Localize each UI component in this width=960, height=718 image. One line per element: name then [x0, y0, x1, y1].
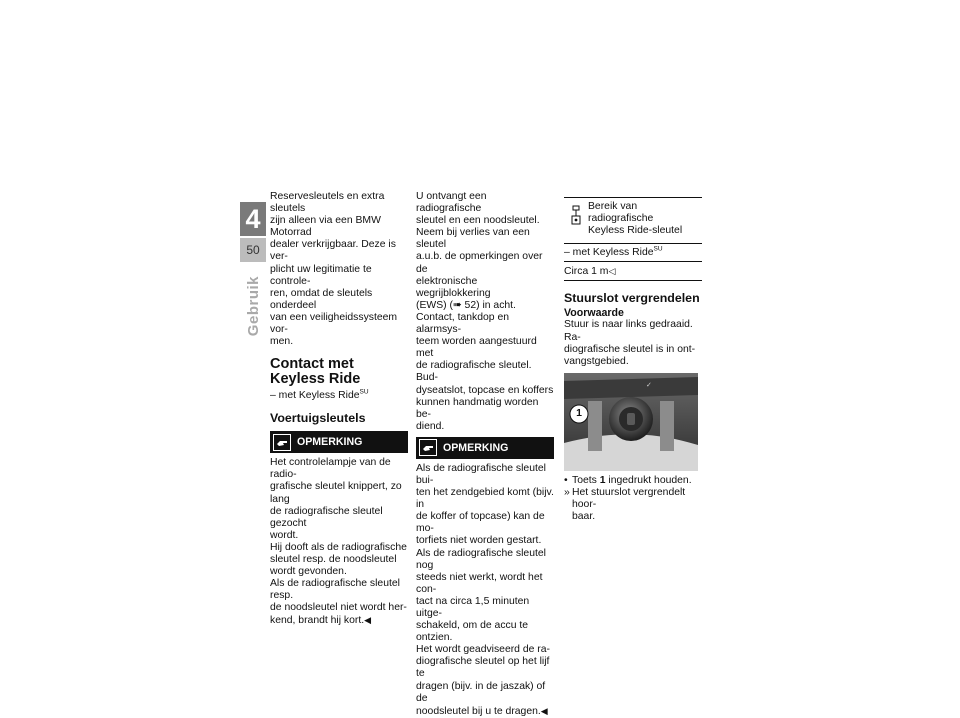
- note-hand-icon: [273, 434, 291, 451]
- text-line: Reservesleutels en extra sleutels: [270, 191, 385, 215]
- text-line: Als de radiografische sleutel resp.: [270, 578, 400, 602]
- text-line: teem worden aangestuurd met: [416, 336, 537, 360]
- text-line: Als de radiografische sleutel nog: [416, 547, 546, 571]
- end-marker: ◀: [540, 705, 548, 716]
- condition-text: – met Keyless Ride: [270, 390, 360, 402]
- text-span: Toets: [572, 474, 600, 486]
- callout-number: 1: [576, 406, 582, 419]
- text-line: torfiets niet worden gestart.: [416, 535, 542, 547]
- text-line: zijn alleen via een BMW Motorrad: [270, 215, 381, 239]
- notice-banner: [416, 437, 554, 459]
- chapter-title-vertical: [240, 266, 266, 346]
- text-line: kunnen handmatig worden be-: [416, 396, 539, 420]
- end-marker: ◀: [364, 615, 372, 626]
- text-line: [416, 300, 554, 312]
- text-span: (EWS) (: [416, 299, 453, 311]
- column-3: [564, 191, 702, 523]
- notice-banner: [270, 431, 408, 453]
- text-span: kend, brandt hij kort.: [270, 615, 365, 627]
- text-line: Stuur is naar links gedraaid. Ra-: [564, 319, 693, 343]
- text-line: diografische sleutel op het lijf te: [416, 656, 550, 680]
- range-table-condition: [564, 244, 702, 262]
- text-line: sleutel en een noodsleutel.: [416, 215, 540, 227]
- range-table-header: [564, 198, 702, 244]
- text-line: a.u.b. de opmerkingen over de: [416, 251, 543, 275]
- text-line: wordt gevonden.: [270, 566, 347, 578]
- text-line: schakeld, om de accu te ontzien.: [416, 620, 529, 644]
- result-marker: »: [564, 486, 570, 498]
- section-heading: [270, 357, 408, 387]
- intro-paragraph: [270, 191, 408, 348]
- text-line: baar.: [572, 511, 596, 523]
- step-text: [572, 475, 692, 487]
- condition-superscript: SU: [359, 388, 369, 396]
- text-line: plicht uw legitimatie te controle-: [270, 263, 372, 287]
- result-item: [564, 487, 702, 523]
- text-line: de noodsleutel niet wordt her-: [270, 602, 407, 614]
- precondition-text: [564, 319, 702, 367]
- text-line: Keyless Ride-sleutel: [588, 225, 683, 237]
- notice-text: [270, 457, 408, 627]
- range-table-title: [588, 201, 702, 237]
- text-line: U ontvangt een radiografische: [416, 191, 487, 215]
- key-fob-icon: [564, 201, 588, 237]
- range-spec-table: [564, 197, 702, 281]
- heading-line: Contact met: [270, 356, 354, 373]
- text-line: ren, omdat de sleutels onderdeel: [270, 287, 373, 311]
- condition-text: – met Keyless Ride: [564, 247, 654, 259]
- range-value: Circa 1 m: [564, 266, 609, 278]
- text-line: grafische sleutel knippert, zo lang: [270, 481, 402, 505]
- text-line: [416, 705, 554, 718]
- step-item: [564, 475, 702, 487]
- text-line: Het wordt geadviseerd de ra-: [416, 644, 550, 656]
- text-line: de radiografische sleutel. Bud-: [416, 360, 532, 384]
- section-heading: Stuurslot vergrendelen: [564, 291, 700, 306]
- column-2: [416, 191, 554, 718]
- svg-text:✓: ✓: [646, 381, 652, 389]
- text-line: vangstgebied.: [564, 355, 629, 367]
- text-line: elektronische wegrijblokkering: [416, 275, 491, 299]
- condition-superscript: SU: [653, 245, 663, 253]
- bullet-marker: •: [564, 474, 568, 486]
- text-line: diend.: [416, 420, 445, 432]
- notice-text: [416, 463, 554, 718]
- result-text: [572, 487, 702, 523]
- text-line: dealer verkrijgbaar. Deze is ver-: [270, 239, 396, 263]
- text-line: wordt.: [270, 529, 299, 541]
- heading-line: Keyless Ride: [270, 371, 361, 388]
- range-table-value: [564, 262, 702, 280]
- notice-label: OPMERKING: [443, 441, 509, 454]
- text-line: Bereik van radiografische: [588, 201, 654, 225]
- text-line: sleutel resp. de noodsleutel: [270, 553, 397, 565]
- text-line: men.: [270, 336, 294, 348]
- text-line: Neem bij verlies van een sleutel: [416, 227, 530, 251]
- page-number: 50: [240, 238, 266, 262]
- handlebar-illustration: [564, 373, 698, 471]
- text-line: [270, 614, 408, 627]
- text-line: ten het zendgebied komt (bijv. in: [416, 487, 554, 511]
- key-info-paragraph: [416, 191, 554, 433]
- text-line: de radiografische sleutel gezocht: [270, 505, 383, 529]
- text-line: diografische sleutel is in ont-: [564, 343, 696, 355]
- handlebar-photo: [564, 373, 698, 471]
- subsection-heading: Voertuigsleutels: [270, 411, 366, 426]
- page-reference-link[interactable]: 52) in acht.: [461, 299, 516, 311]
- page-reference-arrow-icon: ➠: [452, 299, 462, 311]
- text-line: dragen (bijv. in de jaszak) of de: [416, 680, 546, 704]
- note-hand-icon: [419, 439, 437, 456]
- text-span: noodsleutel bij u te dragen.: [416, 705, 541, 717]
- text-span: ingedrukt houden.: [605, 474, 692, 486]
- text-line: Contact, tankdop en alarmsys-: [416, 311, 510, 336]
- notice-label: OPMERKING: [297, 436, 363, 449]
- text-line: Als de radiografische sleutel bui-: [416, 462, 546, 486]
- equipment-condition: [270, 389, 408, 402]
- precondition-heading: Voorwaarde: [564, 307, 624, 320]
- text-line: tact na circa 1,5 minuten uitge-: [416, 595, 530, 619]
- text-line: van een veiligheidssysteem vor-: [270, 311, 398, 336]
- text-line: Het controlelampje van de radio-: [270, 457, 391, 481]
- text-line: dyseatslot, topcase en koffers: [416, 384, 554, 396]
- text-line: steeds niet werkt, wordt het con-: [416, 571, 543, 595]
- text-line: Hij dooft als de radiografische: [270, 541, 407, 553]
- column-1: [270, 191, 408, 628]
- text-line: de koffer of topcase) kan de mo-: [416, 511, 545, 535]
- end-marker: ◁: [608, 266, 616, 277]
- text-line: Het stuurslot vergrendelt hoor-: [572, 486, 686, 511]
- callout-reference: 1: [599, 474, 606, 486]
- chapter-number-tab: 4: [240, 202, 266, 236]
- chapter-title: Gebruik: [244, 275, 262, 337]
